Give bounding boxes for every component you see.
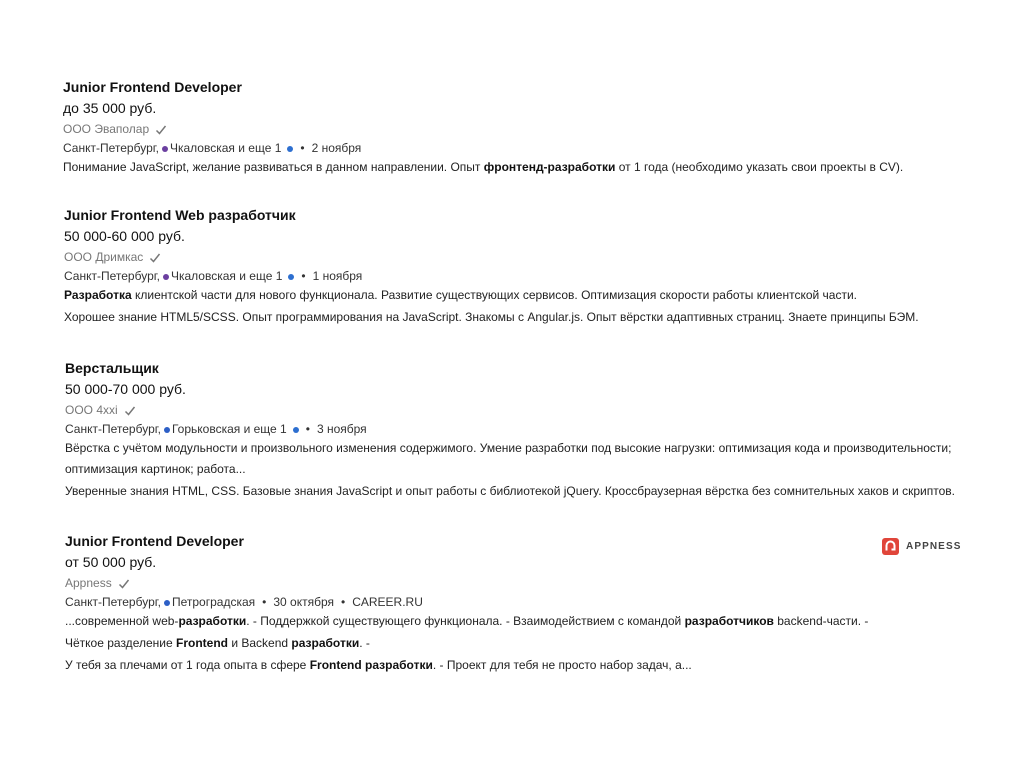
verified-check-icon: [124, 405, 136, 417]
snippet-run: ...современной web-: [65, 614, 179, 628]
vacancy-card: [65, 360, 965, 502]
snippet-run: клиентской части для нового функционала. Развитие существующих сервисов. Оптимизация скорости работы клиентской части.: [131, 288, 858, 302]
vacancy-card: [65, 533, 965, 676]
vacancy-salary: 50 000-60 000 руб.: [64, 228, 185, 244]
company-logo[interactable]: [882, 538, 962, 555]
company-name[interactable]: Appness: [65, 576, 112, 590]
vacancy-date: 3 ноября: [316, 422, 367, 436]
company-row: [63, 122, 963, 137]
snippet-run: У тебя за плечами от 1 года опыта в сфере: [65, 658, 310, 672]
company-row: [64, 250, 964, 265]
snippet-text: [65, 655, 965, 676]
metro-line-icon: [162, 146, 168, 152]
logo-text: APPNESS: [906, 541, 962, 552]
blue-indicator-icon: [288, 274, 294, 280]
vacancy-card: [64, 207, 964, 328]
vacancy-title[interactable]: Junior Frontend Developer: [65, 533, 244, 549]
snippet-run: от 1 года (необходимо указать свои проекты в CV).: [615, 160, 904, 174]
separator-dot: •: [305, 422, 310, 436]
metro-line-icon: [163, 274, 169, 280]
vacancy-title[interactable]: Верстальщик: [65, 360, 159, 376]
snippet-text: [65, 481, 965, 502]
company-name[interactable]: ООО 4xxi: [65, 403, 118, 417]
vacancy-date: 1 ноября: [312, 269, 363, 283]
snippet-run: backend-части. -: [773, 614, 869, 628]
vacancy-snippets: [64, 285, 964, 328]
vacancy-card: [63, 79, 963, 178]
metro-station: Горьковская и еще 1: [171, 422, 287, 436]
city-label: Санкт-Петербург,: [63, 141, 159, 155]
separator-dot: •: [301, 269, 306, 283]
vacancy-title[interactable]: Junior Frontend Web разработчик: [64, 207, 296, 223]
metro-station: Чкаловская и еще 1: [170, 269, 283, 283]
snippet-run: Понимание JavaScript, желание развиваться в данном направлении. Опыт: [63, 160, 484, 174]
vacancy-date: 30 октября: [273, 595, 334, 609]
snippet-text: [65, 611, 965, 632]
snippet-highlight: Frontend разработки: [309, 658, 433, 672]
vacancy-meta: [65, 595, 965, 610]
company-row: [65, 576, 965, 591]
snippet-highlight: разработки: [291, 636, 360, 650]
snippet-text: [65, 438, 965, 480]
city-label: Санкт-Петербург,: [65, 595, 161, 609]
vacancy-source[interactable]: CAREER.RU: [352, 595, 423, 609]
snippet-highlight: разработчиков: [684, 614, 774, 628]
company-name[interactable]: ООО Эваполар: [63, 122, 150, 136]
vacancy-title[interactable]: Junior Frontend Developer: [63, 79, 242, 95]
appness-logo-icon: [882, 538, 899, 555]
vacancy-meta: [63, 141, 963, 156]
snippet-highlight: фронтенд-разработки: [483, 160, 616, 174]
snippet-run: . -: [359, 636, 370, 650]
metro-line-icon: [164, 600, 170, 606]
blue-indicator-icon: [287, 146, 293, 152]
city-label: Санкт-Петербург,: [65, 422, 161, 436]
snippet-run: . - Поддержкой существующего функционала. - Взаимодействием с командой: [246, 614, 685, 628]
metro-station: Чкаловская и еще 1: [169, 141, 282, 155]
vacancy-meta: [64, 269, 964, 284]
separator-dot: •: [300, 141, 305, 155]
snippet-run: Хорошее знание HTML5/SCSS. Опыт программирования на JavaScript. Знакомы с Angular.js. Опыт вёрстки адаптивных страниц. Знаете принципы БЭМ.: [64, 310, 919, 324]
snippet-run: Чёткое разделение: [65, 636, 176, 650]
company-name[interactable]: ООО Дримкас: [64, 250, 144, 264]
snippet-text: [64, 285, 964, 306]
snippet-highlight: разработки: [178, 614, 247, 628]
snippet-text: [64, 307, 964, 328]
metro-station: Петроградская: [171, 595, 256, 609]
separator-dot: •: [262, 595, 267, 609]
snippet-text: [65, 633, 965, 654]
vacancy-meta: [65, 422, 965, 437]
snippet-run: Вёрстка с учётом модульности и произвольного изменения содержимого. Умение разработки под высокие нагрузки: оптимизация кода и производительности; оптимизация картинок; работа...: [65, 441, 952, 476]
blue-indicator-icon: [293, 427, 299, 433]
verified-check-icon: [118, 578, 130, 590]
snippet-highlight: Frontend: [175, 636, 228, 650]
snippet-run: Уверенные знания HTML, CSS. Базовые знания JavaScript и опыт работы с библиотекой jQuery. Кроссбраузерная вёрстка без сомнительных хаков и скриптов.: [65, 484, 955, 498]
snippet-run: и Backend: [227, 636, 292, 650]
vacancy-snippets: [63, 157, 963, 178]
vacancy-snippets: [65, 611, 965, 676]
vacancy-date: 2 ноября: [311, 141, 362, 155]
company-row: [65, 403, 965, 418]
verified-check-icon: [155, 124, 167, 136]
vacancy-salary: до 35 000 руб.: [63, 100, 157, 116]
verified-check-icon: [149, 252, 161, 264]
vacancy-snippets: [65, 438, 965, 502]
vacancy-salary: 50 000-70 000 руб.: [65, 381, 186, 397]
metro-line-icon: [164, 427, 170, 433]
city-label: Санкт-Петербург,: [64, 269, 160, 283]
snippet-highlight: Разработка: [64, 288, 132, 302]
snippet-run: . - Проект для тебя не просто набор задач, а...: [432, 658, 692, 672]
snippet-text: [63, 157, 963, 178]
separator-dot: •: [341, 595, 346, 609]
vacancy-salary: от 50 000 руб.: [65, 554, 157, 570]
